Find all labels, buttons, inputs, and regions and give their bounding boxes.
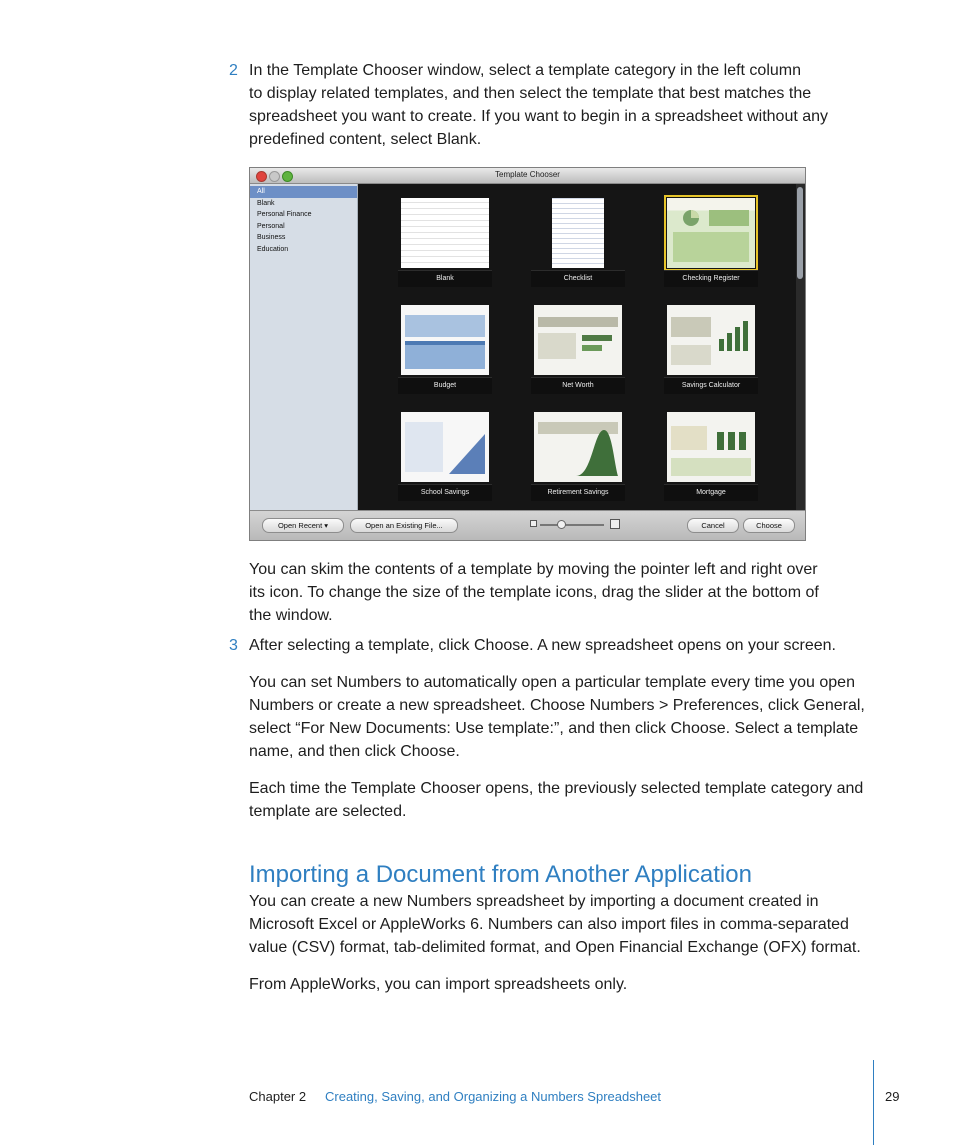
each-time-paragraph — [249, 777, 875, 823]
category-blank[interactable]: Blank — [257, 199, 275, 207]
template-label: Savings Calculator — [664, 377, 758, 394]
template-chooser-window — [249, 167, 806, 541]
import-line-2: Microsoft Excel or AppleWorks 6. Numbers can also import files in comma-separated — [249, 916, 849, 933]
footer-chapter: Chapter 2 — [249, 1089, 307, 1104]
each-time-line-2: template are selected. — [249, 803, 407, 820]
school-savings-thumbnail — [401, 412, 489, 482]
template-label: School Savings — [398, 484, 492, 501]
footer-divider — [873, 1060, 874, 1145]
checking-register-preview — [667, 198, 755, 268]
skim-paragraph — [249, 558, 875, 627]
scrollbar-thumb[interactable] — [797, 187, 803, 279]
auto-open-paragraph — [249, 671, 875, 763]
each-time-line-1: Each time the Template Chooser opens, the previously selected template category and — [249, 780, 864, 797]
mortgage-thumbnail — [667, 412, 755, 482]
step-2-line-2: to display related templates, and then select the template that best matches the — [249, 85, 812, 102]
window-titlebar — [250, 168, 805, 184]
large-icon-size-icon — [610, 519, 620, 529]
budget-thumbnail — [401, 305, 489, 375]
category-education[interactable]: Education — [257, 245, 289, 253]
small-icon-size-icon — [530, 520, 537, 527]
auto-open-line-4: name, and then click Choose. — [249, 743, 460, 760]
net-worth-thumbnail — [534, 305, 622, 375]
open-recent-label: Open Recent — [277, 521, 323, 530]
step-3-text: After selecting a template, click Choose. A new spreadsheet opens on your screen. — [249, 637, 836, 654]
cancel-button[interactable]: Cancel — [687, 518, 739, 533]
window-bottom-bar — [250, 510, 805, 540]
dropdown-arrow-icon: ▾ — [324, 521, 329, 530]
net-worth-preview — [534, 305, 622, 375]
step-2-text — [249, 59, 875, 151]
category-sidebar — [250, 184, 358, 512]
auto-open-line-3: select “For New Documents: Use template:”, and then click Choose. Select a template — [249, 720, 859, 737]
category-personal[interactable]: Personal — [257, 222, 285, 230]
page-number: 29 — [885, 1089, 900, 1104]
retirement-savings-preview — [534, 412, 622, 482]
step-2-line-3: spreadsheet you want to create. If you want to begin in a spreadsheet without any — [249, 108, 829, 125]
skim-line-1: You can skim the contents of a template by moving the pointer left and right over — [249, 561, 818, 578]
template-label: Net Worth — [531, 377, 625, 394]
import-line-1: You can create a new Numbers spreadsheet by importing a document created in — [249, 893, 819, 910]
step-3-number: 3 — [229, 637, 238, 654]
auto-open-line-2: Numbers or create a new spreadsheet. Choose Numbers > Preferences, click General, — [249, 697, 865, 714]
icon-size-slider[interactable] — [540, 524, 604, 526]
template-label: Checklist — [531, 270, 625, 287]
import-line-3: value (CSV) format, tab-delimited format, and Open Financial Exchange (OFX) format. — [249, 939, 861, 956]
step-2-number: 2 — [229, 62, 238, 79]
checking-register-thumbnail — [667, 198, 755, 268]
window-title: Template Chooser — [495, 170, 560, 179]
school-savings-preview — [401, 412, 489, 482]
savings-calculator-thumbnail — [667, 305, 755, 375]
step-2-line-4: predefined content, select Blank. — [249, 131, 482, 148]
category-personal-finance[interactable]: Personal Finance — [257, 211, 312, 219]
section-heading: Importing a Document from Another Application — [249, 861, 752, 888]
retirement-savings-thumbnail — [534, 412, 622, 482]
savings-calculator-preview — [667, 305, 755, 375]
choose-button[interactable]: Choose — [743, 518, 795, 533]
skim-line-2: its icon. To change the size of the template icons, drag the slider at the bottom of — [249, 584, 819, 601]
checklist-thumbnail — [552, 198, 604, 268]
budget-preview — [401, 305, 489, 375]
skim-line-3: the window. — [249, 607, 333, 624]
template-label: Budget — [398, 377, 492, 394]
open-existing-file-button[interactable]: Open an Existing File... — [350, 518, 458, 533]
template-label: Checking Register — [664, 270, 758, 287]
step-2-line-1: In the Template Chooser window, select a template category in the left column — [249, 62, 802, 79]
import-paragraph — [249, 890, 875, 959]
blank-thumbnail — [401, 198, 489, 268]
category-all[interactable]: All — [250, 186, 357, 198]
template-label: Blank — [398, 270, 492, 287]
category-business[interactable]: Business — [257, 234, 286, 242]
vertical-scrollbar[interactable] — [796, 184, 805, 512]
auto-open-line-1: You can set Numbers to automatically open a particular template every time you open — [249, 674, 855, 691]
mortgage-preview — [667, 412, 755, 482]
template-label: Mortgage — [664, 484, 758, 501]
icon-size-slider-knob[interactable] — [557, 520, 566, 529]
appleworks-paragraph: From AppleWorks, you can import spreadsheets only. — [249, 976, 628, 993]
open-recent-button[interactable] — [262, 518, 344, 533]
template-label: Retirement Savings — [531, 484, 625, 501]
footer-chapter-title: Creating, Saving, and Organizing a Numbers Spreadsheet — [325, 1089, 662, 1104]
template-grid — [358, 184, 796, 512]
